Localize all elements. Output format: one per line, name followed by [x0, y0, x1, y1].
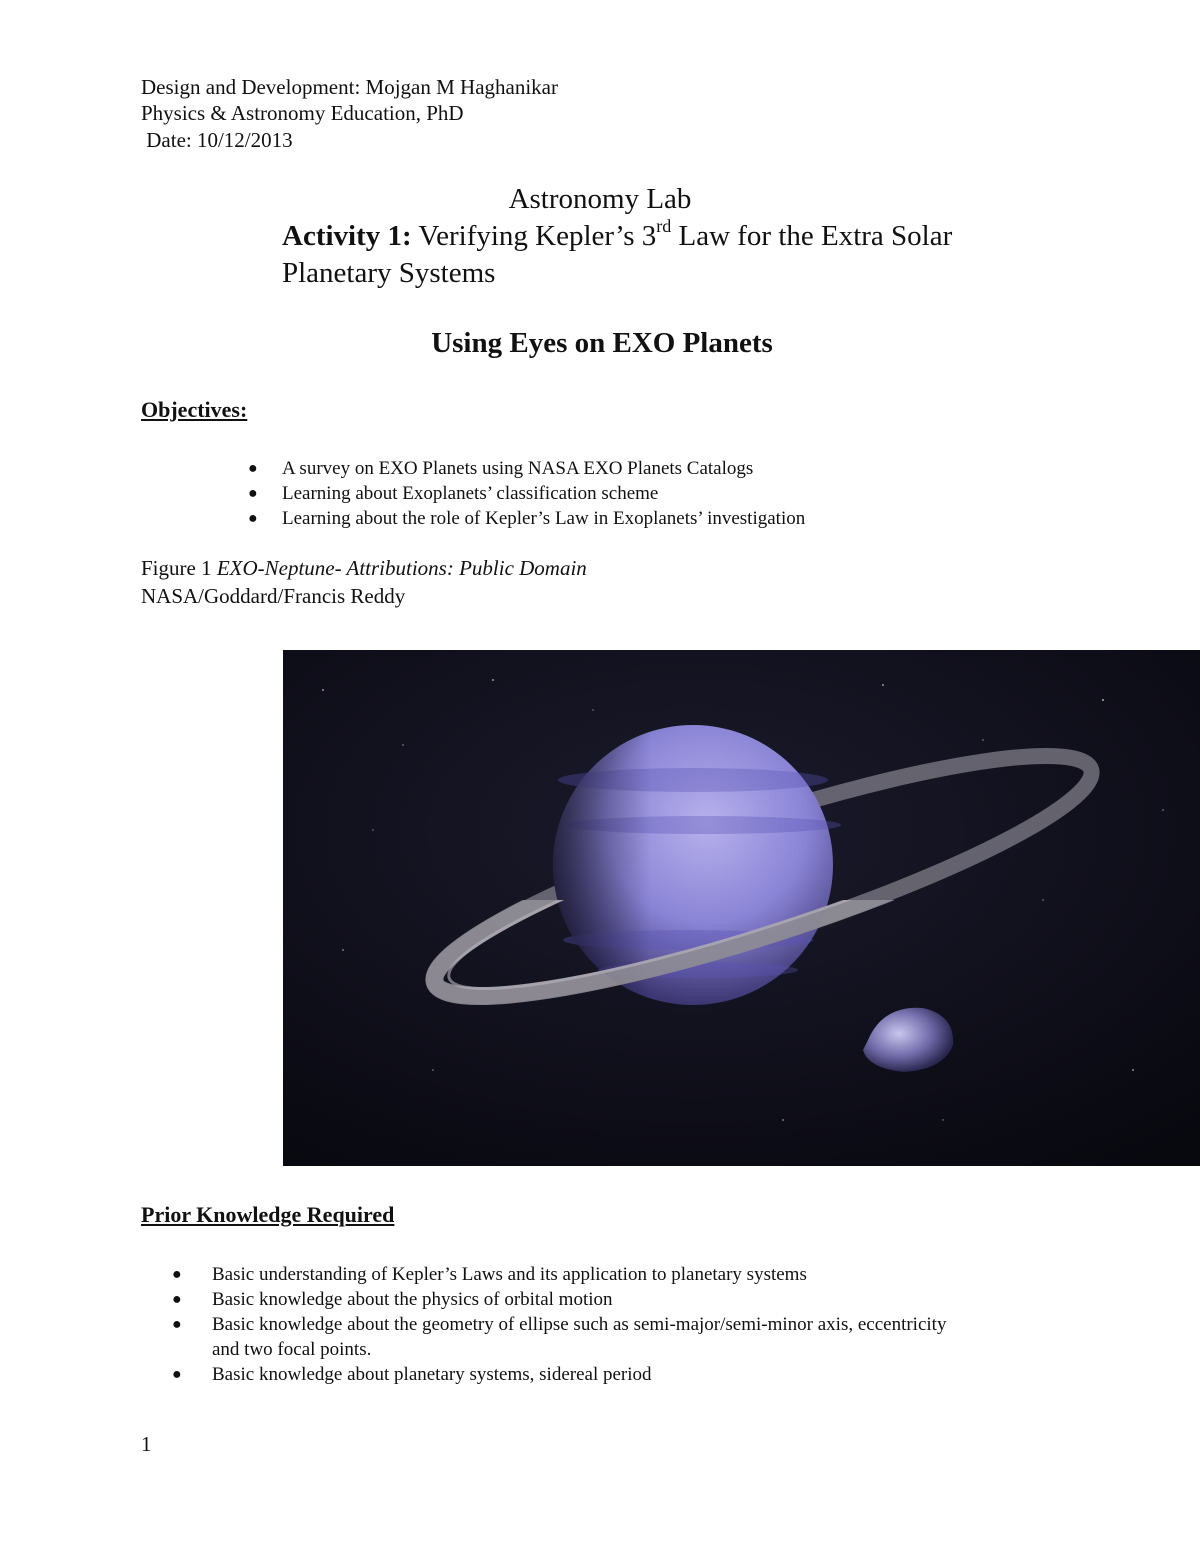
- list-item: [248, 506, 806, 531]
- list-item-text: Basic knowledge about planetary systems, sidereal period: [212, 1364, 652, 1385]
- list-item-text: and two focal points.: [212, 1339, 372, 1360]
- objectives-heading: Objectives:: [141, 397, 248, 422]
- bullet-icon: ●: [172, 1266, 182, 1283]
- bullet-icon: ●: [172, 1291, 182, 1308]
- bullet-icon: ●: [172, 1316, 182, 1333]
- bullet-icon: ●: [248, 460, 258, 477]
- exo-neptune-illustration: [283, 650, 1200, 1166]
- list-item: [248, 481, 805, 506]
- activity-title: [282, 218, 952, 254]
- list-item-text: Learning about Exoplanets’ classification scheme: [282, 483, 659, 504]
- bullet-icon: ●: [248, 485, 258, 502]
- list-item-text: Learning about the role of Kepler’s Law in Exoplanets’ investigation: [282, 508, 806, 529]
- figure-caption: [141, 554, 587, 610]
- list-item-text: A survey on EXO Planets using NASA EXO Planets Catalogs: [282, 458, 754, 479]
- list-item: [172, 1362, 946, 1387]
- activity-text: Verifying Kepler’s 3: [411, 220, 657, 252]
- prior-knowledge-heading: Prior Knowledge Required: [141, 1202, 395, 1227]
- list-item-text: Basic understanding of Kepler’s Laws and its application to planetary systems: [212, 1264, 807, 1285]
- list-item: [248, 456, 805, 481]
- page-number: 1: [141, 1432, 152, 1456]
- bullet-icon: ●: [172, 1366, 182, 1383]
- activity-text-cont: Law for the Extra Solar: [671, 220, 953, 252]
- figure-caption-italic: EXO-Neptune- Attributions: Public Domain: [216, 556, 587, 580]
- activity-label: Activity 1:: [282, 220, 412, 252]
- list-item-continuation: [212, 1337, 946, 1362]
- list-item: [172, 1262, 946, 1287]
- activity-superscript: rd: [656, 216, 672, 236]
- affiliation-line: Physics & Astronomy Education, PhD: [141, 101, 464, 125]
- bullet-icon: ●: [248, 510, 258, 527]
- lab-title: Astronomy Lab: [508, 183, 692, 215]
- list-item: [172, 1312, 947, 1337]
- subtitle: Using Eyes on EXO Planets: [431, 327, 773, 359]
- figure-credit: NASA/Goddard/Francis Reddy: [141, 584, 406, 608]
- list-item-text: Basic knowledge about the physics of orbital motion: [212, 1289, 613, 1310]
- objectives-list: [248, 456, 806, 531]
- prior-knowledge-list: [172, 1262, 947, 1387]
- activity-title-line2: Planetary Systems: [282, 257, 496, 289]
- author-line: Design and Development: Mojgan M Haghanikar: [141, 75, 558, 99]
- exo-neptune-image: [283, 650, 1200, 1166]
- list-item: [172, 1287, 946, 1312]
- figure-label: Figure 1: [141, 556, 217, 580]
- date-line: Date: 10/12/2013: [141, 128, 293, 152]
- list-item-text: Basic knowledge about the geometry of ellipse such as semi-major/semi-minor axis, eccentricity: [212, 1314, 947, 1335]
